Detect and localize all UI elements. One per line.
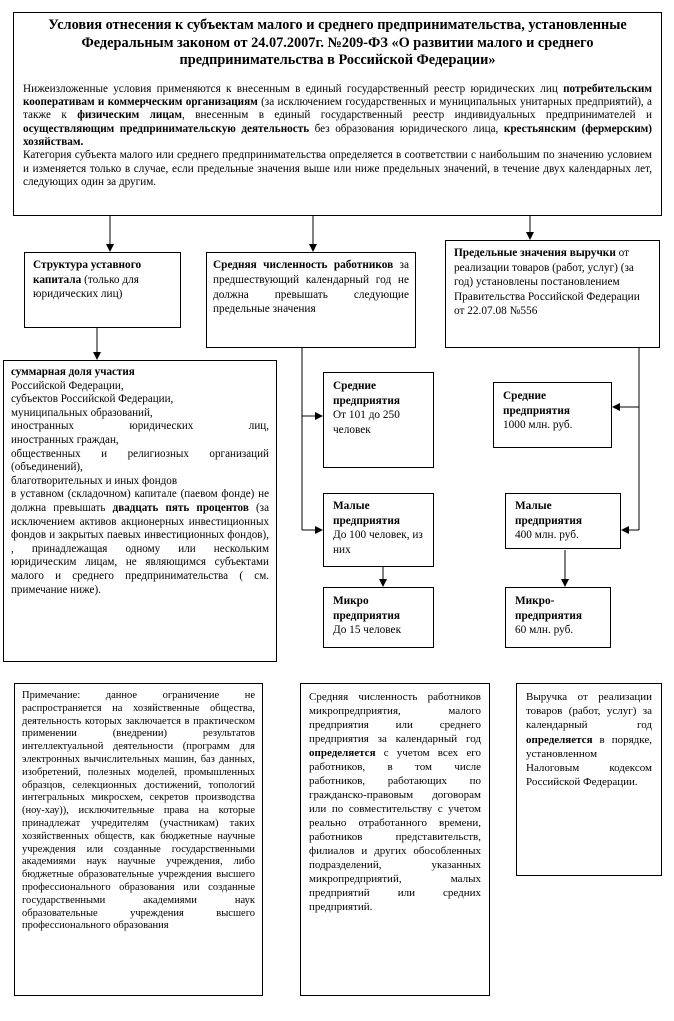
- structure-box: [24, 252, 181, 328]
- header-p1-b: потребительским кооперативам и коммерческим организациям: [23, 82, 652, 109]
- share-text-a: в уставном (складочном) капитале (паевом фонде) не должна превышать: [11, 488, 269, 514]
- staff-micro-title: Микро предприятия: [333, 595, 400, 622]
- note-left-box: [14, 683, 263, 996]
- note-middle-b: определяется: [309, 747, 376, 759]
- note-right-a: Выручка от реализации товаров (работ, услуг) за календарный год: [526, 691, 652, 732]
- note-right-box: [516, 683, 662, 876]
- share-text-c: (за исключением активов акционерных инвестиционных фондов и закрытых паевых инвестиционных фондов), , принадлежащая одному или нескольким юридическим лицам, не являющимся субъектами малого и среднего предпринимательства ( см. примечание ниже).: [11, 501, 269, 596]
- rev-small-box: [505, 493, 621, 549]
- share-paragraph: [11, 488, 269, 597]
- share-line-5: иностранных граждан,: [11, 433, 119, 446]
- revenue-box: [445, 240, 660, 348]
- share-box: [3, 360, 277, 662]
- share-text-b: двадцать пять процентов: [112, 501, 249, 514]
- staff-title: Средняя численность работников: [213, 259, 394, 271]
- staff-small-value: До 100 человек, из них: [333, 529, 423, 556]
- note-right-c: в порядке, установленном Налоговым кодексом Российской Федерации.: [526, 733, 652, 789]
- note-right-b: определяется: [526, 733, 593, 746]
- staff-medium-title: Средние предприятия: [333, 380, 400, 407]
- header-p1-e: , внесенным в единый государственный реестр индивидуальных предпринимателей и: [182, 109, 652, 122]
- rev-small-title: Малые предприятия: [515, 500, 582, 527]
- staff-micro-box: [323, 587, 434, 648]
- header-p1-d: физическим лицам: [77, 109, 182, 122]
- header-p1-f: осуществляющим предпринимательскую деятельность: [23, 122, 310, 135]
- share-line-6: общественных и религиозных организаций (объединений),: [11, 447, 269, 474]
- share-title: суммарная доля участия: [11, 366, 135, 378]
- share-line-4: иностранных юридических лиц,: [11, 420, 269, 433]
- header-p1-c: (за исключением государственных и муниципальных унитарных предприятий), а также к: [23, 96, 652, 122]
- staff-micro-value: До 15 человек: [333, 624, 402, 636]
- header-paragraph-1: [23, 83, 652, 149]
- rev-medium-value: 1000 млн. руб.: [503, 419, 573, 431]
- staff-box: [206, 252, 416, 348]
- staff-medium-value: От 101 до 250 человек: [333, 409, 400, 436]
- header-p1-g: без образования юридического лица,: [309, 122, 504, 135]
- note-middle-box: [300, 683, 490, 996]
- share-line-3: муниципальных образований,: [11, 406, 153, 419]
- rev-medium-title: Средние предприятия: [503, 390, 570, 417]
- structure-title: Структура уставного капитала: [33, 259, 142, 286]
- staff-medium-box: [323, 372, 434, 468]
- header-paragraph-2: Категория субъекта малого или среднего предпринимательства определяется в соответствии с наибольшим по значению условием и изменяется только в случае, если предельные значения выше или ниже предельных значений, в течение двух календарных лет, следующих один за другим.: [23, 149, 652, 188]
- share-line-1: Российской Федерации,: [11, 379, 124, 392]
- header-box: [13, 12, 662, 216]
- share-line-7: благотворительных и иных фондов: [11, 474, 178, 487]
- revenue-title-a: Предельные значения: [454, 247, 570, 259]
- rev-small-value: 400 млн. руб.: [515, 529, 579, 541]
- rev-micro-value: 60 млн. руб.: [515, 624, 574, 636]
- header-p1-h: крестьянским (фермерским) хозяйствам.: [23, 122, 653, 148]
- structure-note: (только для юридических лиц): [33, 273, 139, 300]
- note-left-text: Примечание: данное ограничение не распространяется на хозяйственные общества, деятельность которых заключается в практическом применении (внедрении) результатов интеллектуальной деятельности (программ для электронных вычислительных машин, баз данных, изобретений, полезных моделей, промышленных образцов, селекционных достижений, топологий интегральных микросхем, секретов производства (ноу-хау)), исключительные права на которые принадлежат учредителям (участникам) таких хозяйственных обществ, как бюджетные научные учреждения или созданные государственными академиями наук научные учреждения, либо бюджетные образовательные учреждения высшего профессионального образования или созданные государственными академиями наук образовательные учреждения высшего профессионального образования: [22, 690, 255, 932]
- note-middle-c: с учетом всех его работников, в том числе работников, работающих по гражданско-правовым договорам или по совместительству с учетом реально отработанного времени, работников представительств, филиалов и других обособленных подразделений, указанных микропредприятий, малых предприятий или средних предприятий.: [309, 747, 481, 913]
- note-middle-a: Средняя численность работников микропредприятия, малого предприятия или среднего предприятия за календарный год: [309, 691, 481, 745]
- staff-text: за предшествующий календарный год не должна превышать следующие предельные значения: [213, 259, 409, 316]
- header-p1-a: Нижеизложенные условия применяются к внесенным в единый государственный реестр юридических лиц: [23, 82, 564, 95]
- rev-medium-box: [493, 382, 612, 448]
- share-line-2: субъектов Российской Федерации,: [11, 393, 174, 406]
- header-title: Условия отнесения к субъектам малого и среднего предпринимательства, установленные Федеральным законом от 24.07.2007г. №209-ФЗ «О развитии малого и среднего предпринимательства в Российской Федерации»: [48, 17, 627, 69]
- staff-small-title: Малые предприятия: [333, 500, 400, 527]
- revenue-title-b: выручки: [569, 247, 616, 259]
- revenue-text: от реализации товаров (работ, услуг) (за год) установлены постановлением Правительства Российской Федерации от 22.07.08 №556: [454, 247, 640, 317]
- rev-micro-box: [505, 587, 611, 648]
- staff-small-box: [323, 493, 434, 567]
- rev-micro-title: Микро-предприятия: [515, 595, 582, 622]
